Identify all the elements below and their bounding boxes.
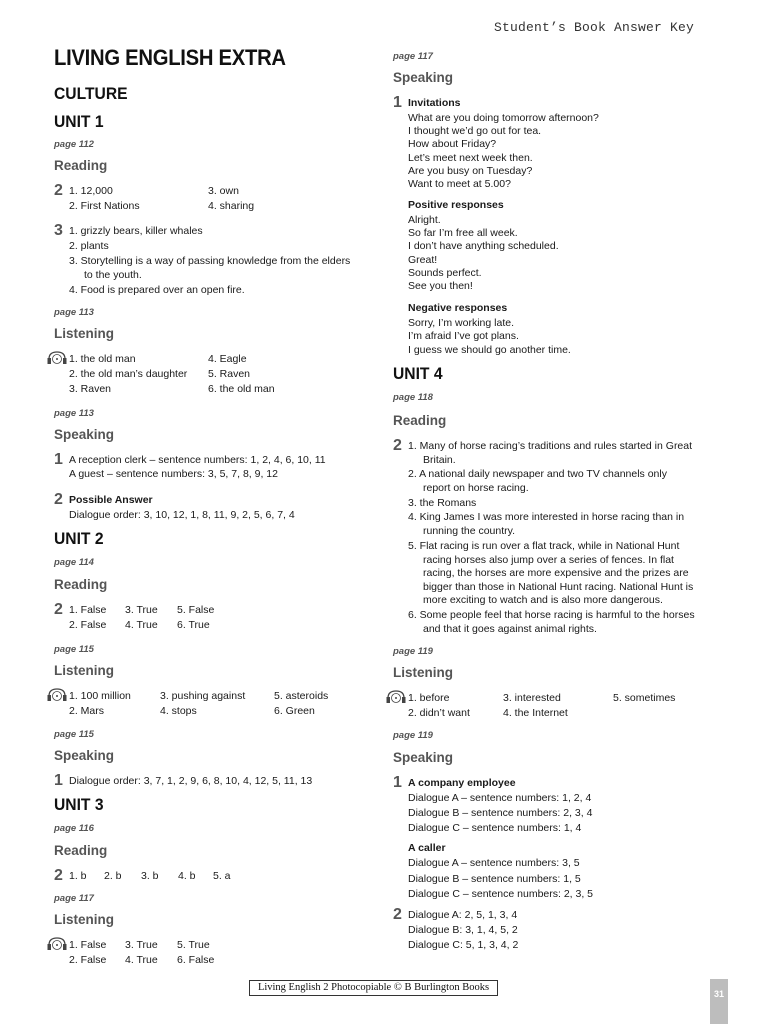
answer-item: Dialogue B: 3, 1, 4, 5, 2 (408, 924, 518, 936)
answer-item: I don’t have anything scheduled. (408, 240, 559, 252)
answer-item: Dialogue C: 5, 1, 3, 4, 2 (408, 939, 519, 951)
answer-item: 1. b (69, 870, 87, 882)
answer-item: 1. the old man (69, 353, 136, 365)
page-ref: page 115 (54, 644, 94, 655)
answer-subheading: A caller (408, 842, 446, 854)
answer-subheading: Possible Answer (69, 494, 153, 506)
unit-1-heading: UNIT 1 (54, 112, 104, 131)
page-ref: page 113 (54, 307, 94, 318)
answer-item: Let’s meet next week then. (408, 152, 533, 164)
page-title: LIVING ENGLISH EXTRA (54, 45, 286, 70)
unit-4-heading: UNIT 4 (393, 364, 443, 383)
answer-item: 3. interested (503, 692, 561, 704)
answer-item: 2. b (104, 870, 122, 882)
answer-item: 3. b (141, 870, 159, 882)
answer-item: bigger than those in National Hunt racing. National Hunt is (423, 581, 694, 593)
page-ref: page 119 (393, 646, 433, 657)
speaking-heading: Speaking (393, 70, 454, 85)
answer-item: 5. a (213, 870, 231, 882)
answer-item: Dialogue order: 3, 7, 1, 2, 9, 6, 8, 10, 4, 12, 5, 11, 13 (69, 775, 313, 787)
answer-item: Sorry, I’m working late. (408, 317, 514, 329)
answer-item: Dialogue B – sentence numbers: 2, 3, 4 (408, 807, 593, 819)
exercise-number: 2 (54, 182, 63, 199)
answer-item: Dialogue C – sentence numbers: 1, 4 (408, 822, 582, 834)
speaking-heading: Speaking (393, 750, 454, 765)
answer-item: 2. Mars (69, 705, 105, 717)
answer-item: Dialogue A – sentence numbers: 1, 2, 4 (408, 792, 592, 804)
page-number-tab (710, 979, 728, 1024)
page-ref: page 116 (54, 823, 94, 834)
speaking-heading: Speaking (54, 748, 115, 763)
answer-item: 3. the Romans (408, 497, 477, 509)
answer-item: 4. King James I was more interested in horse racing than in (408, 511, 685, 523)
answer-item: 1. grizzly bears, killer whales (69, 225, 203, 237)
answer-item: How about Friday? (408, 138, 497, 150)
answer-item: 1. 100 million (69, 690, 131, 702)
unit-2-heading: UNIT 2 (54, 529, 104, 548)
answer-item: So far I’m free all week. (408, 227, 518, 239)
page-ref: page 114 (54, 557, 94, 568)
exercise-number: 3 (54, 222, 63, 239)
page-ref: page 113 (54, 408, 94, 419)
answer-item: A guest – sentence numbers: 3, 5, 7, 8, 9, 12 (69, 468, 278, 480)
answer-item: 4. b (178, 870, 196, 882)
page-ref: page 117 (54, 893, 94, 904)
answer-item: Want to meet at 5.00? (408, 178, 511, 190)
answer-item: Dialogue order: 3, 10, 12, 1, 8, 11, 9, 2, 5, 6, 7, 4 (69, 509, 295, 521)
answer-item: 4. Food is prepared over an open fire. (69, 284, 245, 296)
reading-heading: Reading (54, 158, 108, 173)
answer-item: Dialogue C – sentence numbers: 2, 3, 5 (408, 888, 594, 900)
answer-item: 4. the Internet (503, 707, 568, 719)
listening-heading: Listening (54, 326, 114, 341)
answer-item: 3. True (125, 939, 158, 951)
answer-item: 6. the old man (208, 383, 275, 395)
answer-item: Sounds perfect. (408, 267, 482, 279)
answer-item: Dialogue B – sentence numbers: 1, 5 (408, 873, 581, 885)
answer-item: 4. True (125, 954, 158, 966)
answer-item: 6. Green (274, 705, 315, 717)
answer-item: to the youth. (84, 269, 142, 281)
answer-item: report on horse racing. (423, 482, 529, 494)
answer-item: 4. Eagle (208, 353, 247, 365)
audio-cd-icon (47, 687, 67, 703)
answer-item: racing, the horses are more expensive and the prizes are (423, 567, 689, 579)
listening-heading: Listening (54, 663, 114, 678)
page-ref: page 115 (54, 729, 94, 740)
exercise-number: 1 (54, 451, 63, 468)
answer-item: 3. own (208, 185, 239, 197)
answer-item: 2. First Nations (69, 200, 140, 212)
reading-heading: Reading (393, 413, 447, 428)
answer-item: 2. plants (69, 240, 109, 252)
answer-item: 2. didn’t want (408, 707, 470, 719)
reading-heading: Reading (54, 843, 108, 858)
answer-item: 1. Many of horse racing’s traditions and rules started in Great (408, 440, 693, 452)
speaking-heading: Speaking (54, 427, 115, 442)
listening-heading: Listening (54, 912, 114, 927)
answer-item: Dialogue A – sentence numbers: 3, 5 (408, 857, 580, 869)
listening-heading: Listening (393, 665, 453, 680)
answer-subheading: Positive responses (408, 199, 504, 211)
page-ref: page 117 (393, 51, 433, 62)
exercise-number: 2 (393, 906, 402, 923)
answer-item: Britain. (423, 454, 456, 466)
answer-item: 1. False (69, 604, 107, 616)
answer-item: Great! (408, 254, 438, 266)
page-number: 31 (713, 989, 724, 999)
exercise-number: 1 (393, 774, 402, 791)
answer-item: Are you busy on Tuesday? (408, 165, 533, 177)
answer-item: I guess we should go another time. (408, 344, 571, 356)
audio-cd-icon (47, 350, 67, 366)
answer-item: Alright. (408, 214, 441, 226)
answer-item: 2. A national daily newspaper and two TV channels only (408, 468, 667, 480)
section-title-culture: CULTURE (54, 84, 128, 103)
answer-item: more exciting to watch and is also more dangerous. (423, 594, 663, 606)
answer-item: 2. False (69, 619, 107, 631)
answer-item: and that it goes against animal rights. (423, 623, 597, 635)
answer-item: See you then! (408, 280, 473, 292)
answer-item: 2. the old man’s daughter (69, 368, 188, 380)
answer-item: 3. True (125, 604, 158, 616)
answer-item: 6. False (177, 954, 215, 966)
answer-item: running the country. (423, 525, 516, 537)
answer-item: 3. Storytelling is a way of passing knowledge from the elders (69, 255, 351, 267)
exercise-number: 2 (54, 601, 63, 618)
answer-item: racing horses also jump over a series of fences. In flat (423, 554, 674, 566)
answer-item: 3. Raven (69, 383, 112, 395)
answer-subheading: Invitations (408, 97, 461, 109)
reading-heading: Reading (54, 577, 108, 592)
answer-key-header: Student’s Book Answer Key (493, 20, 694, 35)
answer-item: 5. Flat racing is run over a flat track, while in National Hunt (408, 540, 680, 552)
answer-item: 2. False (69, 954, 107, 966)
answer-item: I thought we’d go out for tea. (408, 125, 542, 137)
exercise-number: 1 (54, 772, 63, 789)
answer-subheading: Negative responses (408, 302, 508, 314)
answer-item: 5. asteroids (274, 690, 329, 702)
page-ref: page 112 (54, 139, 94, 150)
exercise-number: 2 (54, 867, 63, 884)
answer-item: 1. 12,000 (69, 185, 113, 197)
answer-item: 5. Raven (208, 368, 251, 380)
answer-item: 6. True (177, 619, 210, 631)
exercise-number: 2 (54, 491, 63, 508)
exercise-number: 2 (393, 437, 402, 454)
answer-item: 4. True (125, 619, 158, 631)
answer-item: 1. before (408, 692, 450, 704)
unit-3-heading: UNIT 3 (54, 795, 104, 814)
answer-item: 5. True (177, 939, 210, 951)
audio-cd-icon (386, 689, 406, 705)
answer-item: 5. sometimes (613, 692, 676, 704)
page-ref: page 118 (393, 392, 433, 403)
answer-item: 3. pushing against (160, 690, 246, 702)
answer-item: A reception clerk – sentence numbers: 1, 2, 4, 6, 10, 11 (69, 454, 326, 466)
answer-item: What are you doing tomorrow afternoon? (408, 112, 599, 124)
page-ref: page 119 (393, 730, 433, 741)
answer-item: 4. stops (160, 705, 197, 717)
answer-item: 4. sharing (208, 200, 255, 212)
audio-cd-icon (47, 936, 67, 952)
answer-item: 6. Some people feel that horse racing is harmful to the horses (408, 609, 695, 621)
answer-item: I’m afraid I’ve got plans. (408, 330, 519, 342)
answer-item: Dialogue A: 2, 5, 1, 3, 4 (408, 909, 518, 921)
answer-item: 5. False (177, 604, 215, 616)
answer-item: 1. False (69, 939, 107, 951)
copyright-footer: Living English 2 Photocopiable © B Burlington Books (249, 980, 498, 996)
answer-subheading: A company employee (408, 777, 516, 789)
exercise-number: 1 (393, 94, 402, 111)
